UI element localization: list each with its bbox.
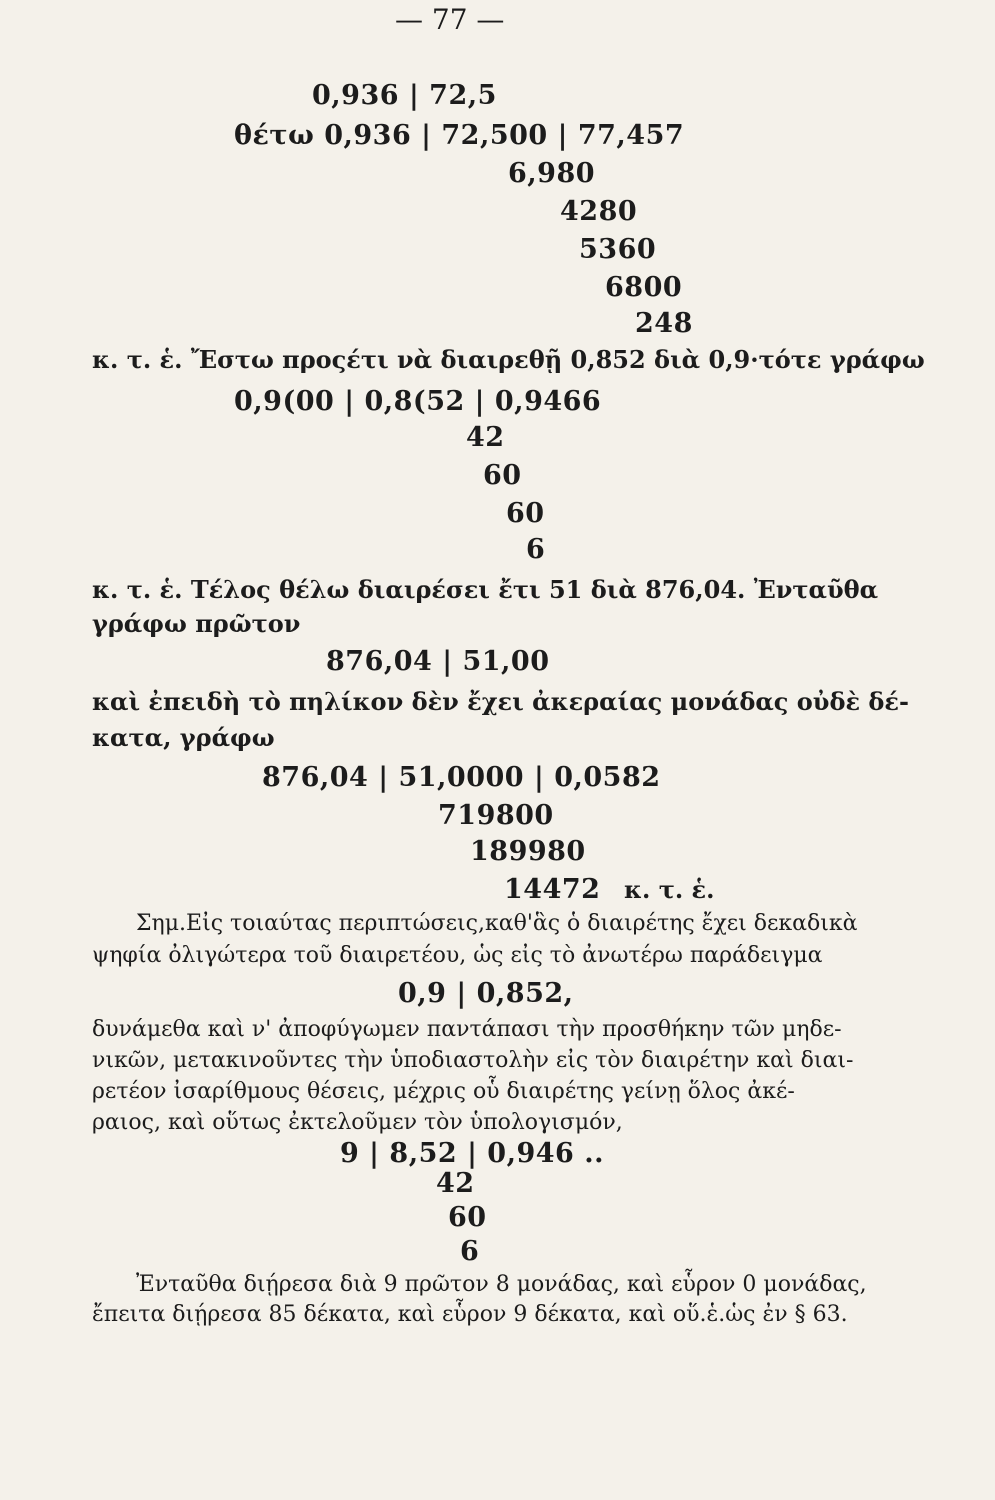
paragraph-text: καὶ ἐπειδὴ τὸ πηλίκον δὲν ἔχει ἀκεραίας μονάδας οὐδὲ δέ- [92, 687, 909, 716]
division1-remainder: 6,980 [508, 158, 596, 189]
division2-remainder: 6 [526, 534, 546, 565]
final-text: Ἐνταῦθα διῄρεσα διὰ 9 πρῶτον 8 μονάδας, καὶ εὗρον 0 μονάδας, [136, 1272, 867, 1297]
note-text: ραιος, καὶ οὕτως ἐκτελοῦμεν τὸν ὑπολογισμόν, [92, 1110, 623, 1135]
division1-line: θέτω 0,936 | 72,500 | 77,457 [234, 120, 685, 151]
paragraph-text: κ. τ. ἑ. Ἔστω προςέτι νὰ διαιρεθῇ 0,852 διὰ 0,9·τότε γράφω [92, 345, 925, 374]
division5-remainder: 60 [448, 1202, 487, 1233]
division4-remainder: 14472 [504, 874, 601, 905]
division2-remainder: 60 [483, 460, 522, 491]
note-text: νικῶν, μετακινοῦντες τὴν ὑποδιαστολὴν εἰς τὸν διαιρέτην καὶ διαι- [92, 1048, 854, 1073]
division4-remainder: 189980 [470, 836, 586, 867]
page-number: — 77 — [395, 3, 505, 36]
division5-line: 9 | 8,52 | 0,946 .. [340, 1138, 605, 1169]
paragraph-text: κατα, γράφω [92, 723, 275, 752]
division5-remainder: 42 [436, 1168, 475, 1199]
division4-remainder: 719800 [438, 800, 554, 831]
note-text: Σημ.Εἰς τοιαύτας περιπτώσεις,καθ'ἃς ὁ διαιρέτης ἔχει δεκαδικὰ [136, 911, 858, 936]
division1-remainder: 4280 [560, 196, 638, 227]
division1-remainder: 5360 [579, 234, 657, 265]
note-text: ψηφία ὀλιγώτερα τοῦ διαιρετέου, ὡς εἰς τὸ ἀνωτέρω παράδειγμα [92, 943, 823, 968]
note-example: 0,9 | 0,852, [398, 978, 574, 1009]
division4-line: 876,04 | 51,0000 | 0,0582 [262, 762, 661, 793]
final-text: ἔπειτα διῄρεσα 85 δέκατα, καὶ εὗρον 9 δέκατα, καὶ οὕ.ἑ.ὡς ἐν § 63. [92, 1302, 848, 1327]
division2-remainder: 42 [466, 422, 505, 453]
division1-remainder: 248 [635, 308, 693, 339]
division4-etc: κ. τ. ἑ. [624, 875, 715, 904]
division1-remainder: 6800 [605, 272, 683, 303]
note-text: ρετέον ἰσαρίθμους θέσεις, μέχρις οὗ διαιρέτης γείνῃ ὅλος ἀκέ- [92, 1079, 795, 1104]
division1-setup: 0,936 | 72,5 [312, 80, 497, 111]
paragraph-text: γράφω πρῶτον [92, 609, 301, 638]
division2-line: 0,9(00 | 0,8(52 | 0,9466 [234, 386, 602, 417]
division5-remainder: 6 [460, 1236, 480, 1267]
division3-setup: 876,04 | 51,00 [326, 646, 550, 677]
division2-remainder: 60 [506, 498, 545, 529]
note-text: δυνάμεθα καὶ ν' ἀποφύγωμεν παντάπασι τὴν προσθήκην τῶν μηδε- [92, 1017, 842, 1042]
paragraph-text: κ. τ. ἑ. Τέλος θέλω διαιρέσει ἔτι 51 διὰ 876,04. Ἐνταῦθα [92, 575, 879, 604]
